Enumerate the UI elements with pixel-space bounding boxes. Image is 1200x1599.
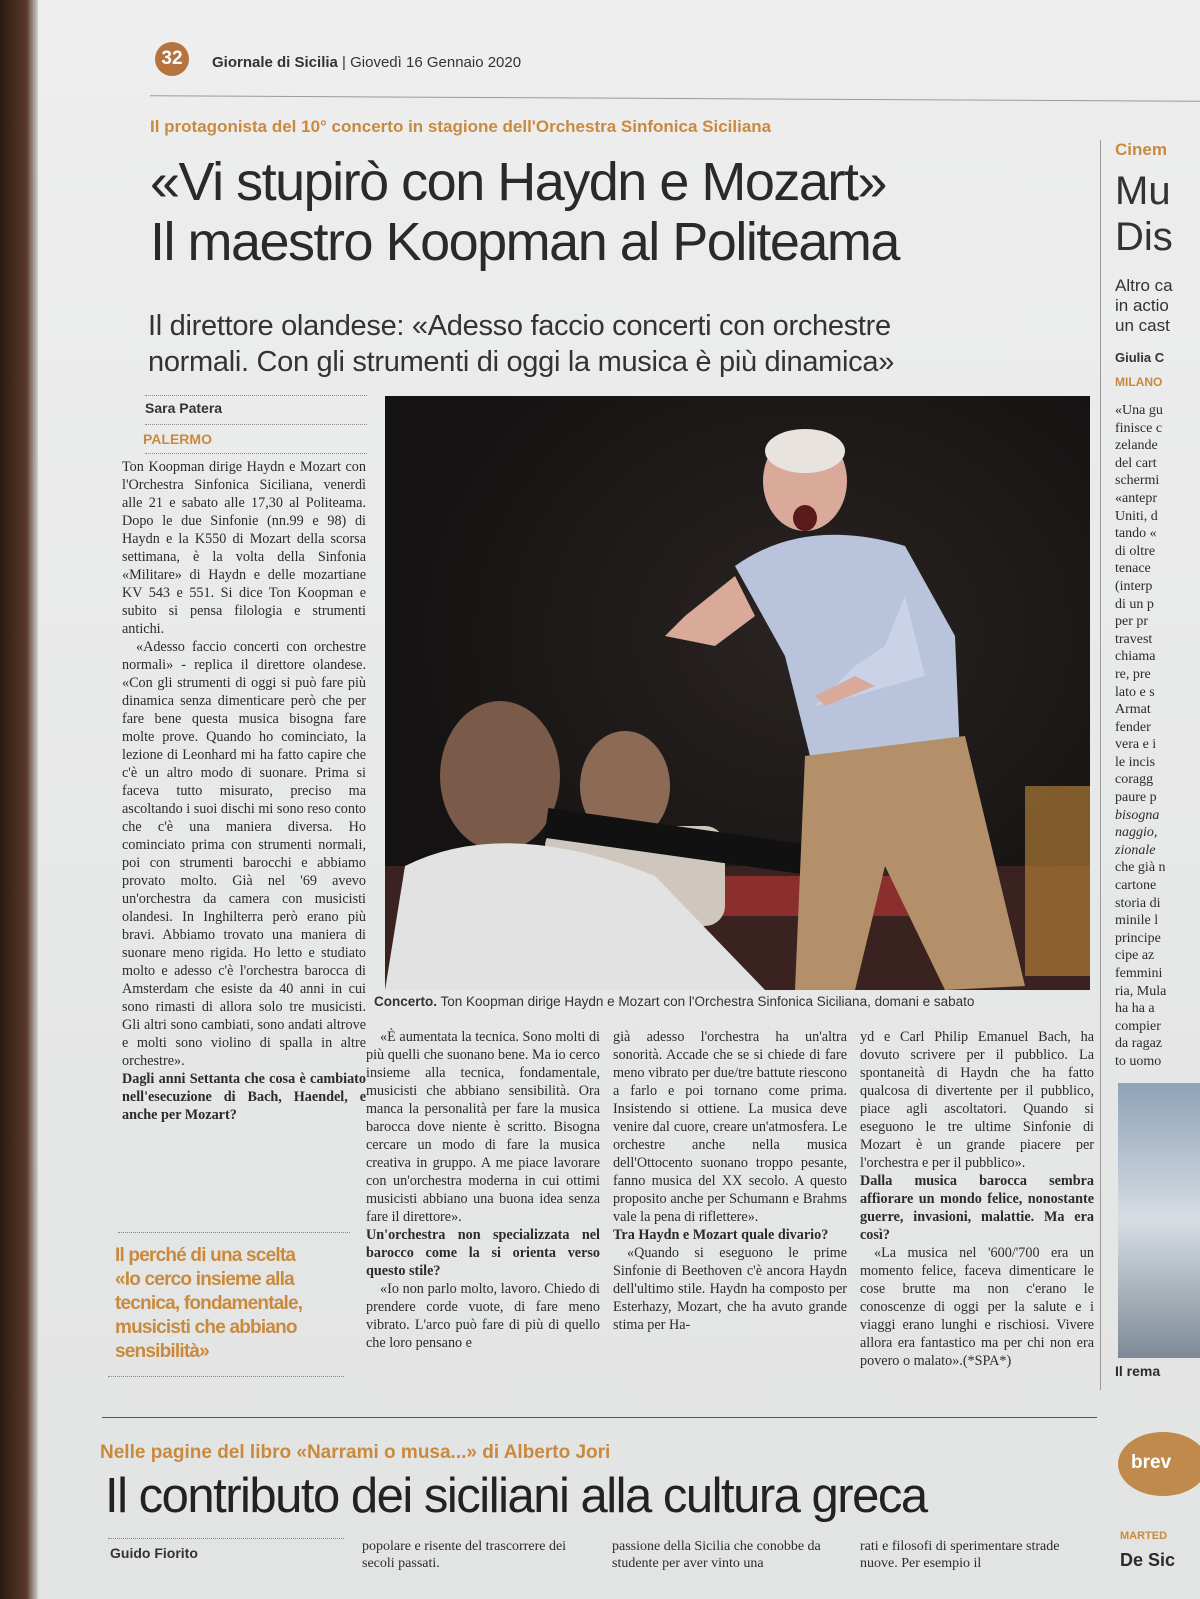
section-rule: [102, 1417, 1097, 1418]
sidebar-text-line: che già n: [1115, 860, 1166, 876]
interview-question: Dagli anni Settanta che cosa è cambiato nell'esecuzione di Bach, Haendel, e anche per Mozart?: [122, 1071, 366, 1123]
sidebar-text-line: zelande: [1115, 438, 1158, 454]
paragraph: già adesso l'orchestra ha un'altra sonorità. Accade che se si chiede di fare meno vibrato per due/tre battute riescono a farlo e poi tornano come prima. Insistendo si ottiene. La musica deve venire dal cuore, creare un'atmosfera. Le orchestre anche nella musica dell'Ottocento suonano troppo pesante, fanno musica del XX secolo. A questo proposito anche per Schumann e Brahms vale la pena di riflettere».: [613, 1029, 847, 1225]
sidebar-text-line: finisce c: [1115, 420, 1163, 436]
sidebar-text-line: to uomo: [1115, 1053, 1162, 1069]
sidebar-text-line: da ragaz: [1115, 1036, 1163, 1052]
sidebar-text-line: paure p: [1115, 790, 1157, 806]
sidebar-kicker: Cinem: [1115, 140, 1167, 159]
sidebar-text-line: storia di: [1115, 895, 1161, 911]
sidebar-text-line: Uniti, d: [1115, 508, 1158, 524]
masthead: [212, 54, 521, 71]
author: Sara Patera: [145, 400, 223, 416]
article2-kicker: Nelle pagine del libro «Narrami o musa...» di Alberto Jori: [100, 1442, 611, 1463]
article2-column-4: rati e filosofi di sperimentare strade nuove. Per esempio il: [860, 1539, 1060, 1571]
dateline-city: PALERMO: [143, 431, 212, 447]
sidebar-text-line: re, pre: [1115, 666, 1151, 682]
sidebar-text-line: vera e i: [1115, 737, 1157, 753]
paragraph: Ton Koopman dirige Haydn e Mozart con l'Orchestra Sinfonica Siciliana, venerdì alle 21 e sabato alle 17,30 al Politeama. Dopo le due Sinfonie (nn.99 e 98) di Haydn e la K550 di Mozart della scorsa settimana, è la volta della Sinfonia «Militare» di Haydn e delle mozartiane KV 543 e 551. Si dice Ton Koopman e subito si pensa filologia e strumenti antichi.: [122, 459, 366, 637]
sidebar-text-line: lato e s: [1115, 684, 1155, 700]
divider: [145, 453, 367, 454]
paragraph: «Adesso faccio concerti con orchestre normali» - replica il direttore olandese. «Con gli strumenti di oggi si può fare più dinamica senza dimenticare però che per fare bene questa musica bisogna fare molte prove. Quando ho cominciato, la lezione di Leonhard mi ha fatto capire che c'è un altro modo di suonare. Prima si faceva tutto misurato, preciso ma ascoltando i suoi dischi mi sono reso conto che c'è una maniera diversa. Ho cominciato prima con strumenti normali, poi con strumenti barocchi e abbiamo provato molto. Già nel '69 avevo un'orchestra da camera con musicisti olandesi. In Inghilterra però erano più bravi. Abbiamo trovato una maniera di suonare meno rigida. Ho letto e studiato molto e adesso c'è l'orchestra barocca di Amsterdam che esiste da 40 anni in cui sono rimasti di allora solo tre musicisti. Gli altri sono cambiati, sono andati altrove e molti sono violino di spalla in altre orchestre».: [122, 639, 366, 1069]
sidebar-text-line: di un p: [1115, 596, 1154, 612]
sidebar-text-line: minile l: [1115, 913, 1159, 929]
article-title: [150, 152, 899, 272]
pullquote: [115, 1244, 345, 1364]
sidebar-text-line: tenace: [1115, 561, 1151, 577]
separator: |: [342, 54, 346, 71]
sidebar-subtitle-line: in actio: [1115, 296, 1169, 315]
sidebar-text-line: schermi: [1115, 473, 1160, 489]
sidebar-text-line: naggio,: [1115, 825, 1158, 841]
sidebar-city: MILANO: [1115, 375, 1163, 389]
sidebar-text-line: di oltre: [1115, 543, 1156, 559]
sidebar-text-line: zionale: [1115, 842, 1156, 858]
sidebar-text-line: ha ha a: [1115, 1001, 1155, 1017]
divider: [145, 395, 367, 396]
subtitle-line: normali. Con gli strumenti di oggi la musica è più dinamica»: [148, 346, 895, 378]
sidebar-text-line: per pr: [1115, 614, 1149, 630]
divider: [145, 424, 367, 425]
subtitle-line: Il direttore olandese: «Adesso faccio concerti con orchestre: [148, 310, 891, 342]
photo-illustration: [385, 396, 1090, 990]
article-column-3: [613, 1028, 847, 1334]
sidebar-text-line: travest: [1115, 631, 1153, 647]
column-divider: [1100, 140, 1101, 1390]
title-line: «Vi stupirò con Haydn e Mozart»: [150, 152, 886, 212]
sidebar-text-line: cipe az: [1115, 948, 1155, 964]
sidebar-text-line: compier: [1115, 1018, 1161, 1034]
interview-question: Tra Haydn e Mozart quale divario?: [613, 1227, 829, 1243]
sidebar-text-line: coragg: [1115, 772, 1154, 788]
paragraph: «Io non parlo molto, lavoro. Chiedo di prendere corde vuote, di fare meno vibrato. L'arco può fare di più di quello che loro pensano e: [366, 1281, 600, 1351]
brevi-day: MARTED: [1120, 1530, 1168, 1542]
sidebar-caption: Il rema: [1115, 1363, 1161, 1379]
paragraph: yd e Carl Philip Emanuel Bach, ha dovuto scrivere per il pubblico. La spontaneità di Haydn che ha fatto qualcosa di divertente per il pubblico, piace agli ascoltatori. Quando si eseguono le tre ultime Sinfonie di Mozart è un grande piacere per l'orchestra e per il pubblico».: [860, 1029, 1094, 1171]
sidebar-text-line: ria, Mula: [1115, 983, 1167, 999]
page-number-badge: 32: [155, 42, 189, 76]
pullquote-title: Il perché di una scelta: [115, 1245, 296, 1266]
title-line: Il maestro Koopman al Politeama: [150, 212, 899, 272]
sidebar-text-line: tando «: [1115, 526, 1157, 542]
desk-edge: [0, 0, 38, 1599]
article2-column-3: passione della Sicilia che conobbe da studente per aver vinto una: [612, 1539, 821, 1571]
issue-date: Giovedì 16 Gennaio 2020: [350, 54, 522, 71]
paragraph: «Quando si eseguono le prime Sinfonie di Beethoven c'è ancora Haydn dell'ultimo stile. Haydn ha composto per Esterhazy, Mozart, che ha avuto grande stima per Ha-: [613, 1245, 847, 1333]
article2-title: Il contributo dei siciliani alla cultura greca: [105, 1469, 927, 1523]
article2-author: Guido Fiorito: [110, 1545, 198, 1561]
article-column-1: [122, 458, 366, 1124]
sidebar-text-line: principe: [1115, 930, 1161, 946]
sidebar-text-line: femmini: [1115, 966, 1163, 981]
sidebar-subtitle: [1115, 276, 1200, 336]
article-subtitle: [148, 308, 894, 380]
photo-caption: [374, 994, 974, 1009]
paragraph: «La musica nel '600/'700 era un momento felice, faceva dimenticare le cose brutte ma non c'erano le conoscenze di oggi per la salute e i viaggi erano lunghi e rischiosi. Vivere allora era fantastico ma per chi non era povero o malato».(*SPA*): [860, 1245, 1094, 1369]
divider: [118, 1232, 350, 1233]
sidebar-title-line: Mu: [1115, 169, 1171, 213]
sidebar-title-line: Dis: [1115, 215, 1173, 259]
sidebar-title: [1115, 168, 1200, 260]
conductor-photo: [385, 396, 1090, 990]
sidebar-subtitle-line: un cast: [1115, 316, 1170, 335]
sidebar-text-line: le incis: [1115, 754, 1156, 770]
article2-column-2: popolare e risente del trascorrere dei secoli passati.: [362, 1539, 567, 1571]
sidebar-author: Giulia C: [1115, 350, 1165, 365]
brevi-badge: brev: [1118, 1432, 1200, 1496]
interview-question: Dalla musica barocca sembra affiorare un mondo felice, nonostante guerre, invasioni, malattie. Ma era così?: [860, 1173, 1094, 1243]
sidebar-text-line: (interp: [1115, 578, 1153, 594]
sidebar-text-line: del cart: [1115, 455, 1157, 471]
sidebar-text-line: cartone: [1115, 878, 1157, 894]
article-column-2: [366, 1028, 600, 1352]
divider: [108, 1538, 344, 1539]
sidebar-photo: [1118, 1083, 1200, 1358]
newspaper-name: Giornale di Sicilia: [212, 54, 338, 71]
sidebar-body: [1115, 402, 1200, 1071]
divider: [108, 1376, 344, 1377]
pullquote-text: «Io cerco insieme alla tecnica, fondamentale, musicisti che abbiano sensibilità»: [115, 1269, 303, 1362]
sidebar-text-line: «Una gu: [1115, 403, 1163, 418]
sidebar-text-line: «antepr: [1115, 490, 1157, 506]
sidebar-text-line: fender: [1115, 719, 1151, 735]
sidebar-text-line: chiama: [1115, 649, 1156, 665]
brevi-title: De Sic: [1120, 1550, 1176, 1570]
caption-label: Concerto.: [374, 994, 438, 1009]
sidebar-subtitle-line: Altro ca: [1115, 276, 1173, 295]
sidebar-text-line: Armat: [1115, 702, 1151, 718]
paragraph: «È aumentata la tecnica. Sono molti di più quelli che suonano bene. Ma io cerco insieme alla tecnica, fondamentale, musicisti che abbiano sensibilità. Ora manca la personalità per fare la musica barocca dove niente è scritto. Bisogna cercare un modo di fare la musica creativa in gruppo. A me piace lavorare con un'orchestra moderna in cui ottimi musicisti abbiano una buona idea senza fare il direttore».: [366, 1029, 600, 1225]
interview-question: Un'orchestra non specializzata nel barocco come la si orienta verso questo stile?: [366, 1227, 600, 1279]
sidebar-text-line: bisogna: [1115, 807, 1160, 823]
article-kicker: Il protagonista del 10° concerto in stagione dell'Orchestra Sinfonica Siciliana: [150, 117, 772, 136]
caption-text: Ton Koopman dirige Haydn e Mozart con l'Orchestra Sinfonica Siciliana, domani e sabato: [440, 994, 975, 1009]
article-column-4: [860, 1028, 1094, 1370]
